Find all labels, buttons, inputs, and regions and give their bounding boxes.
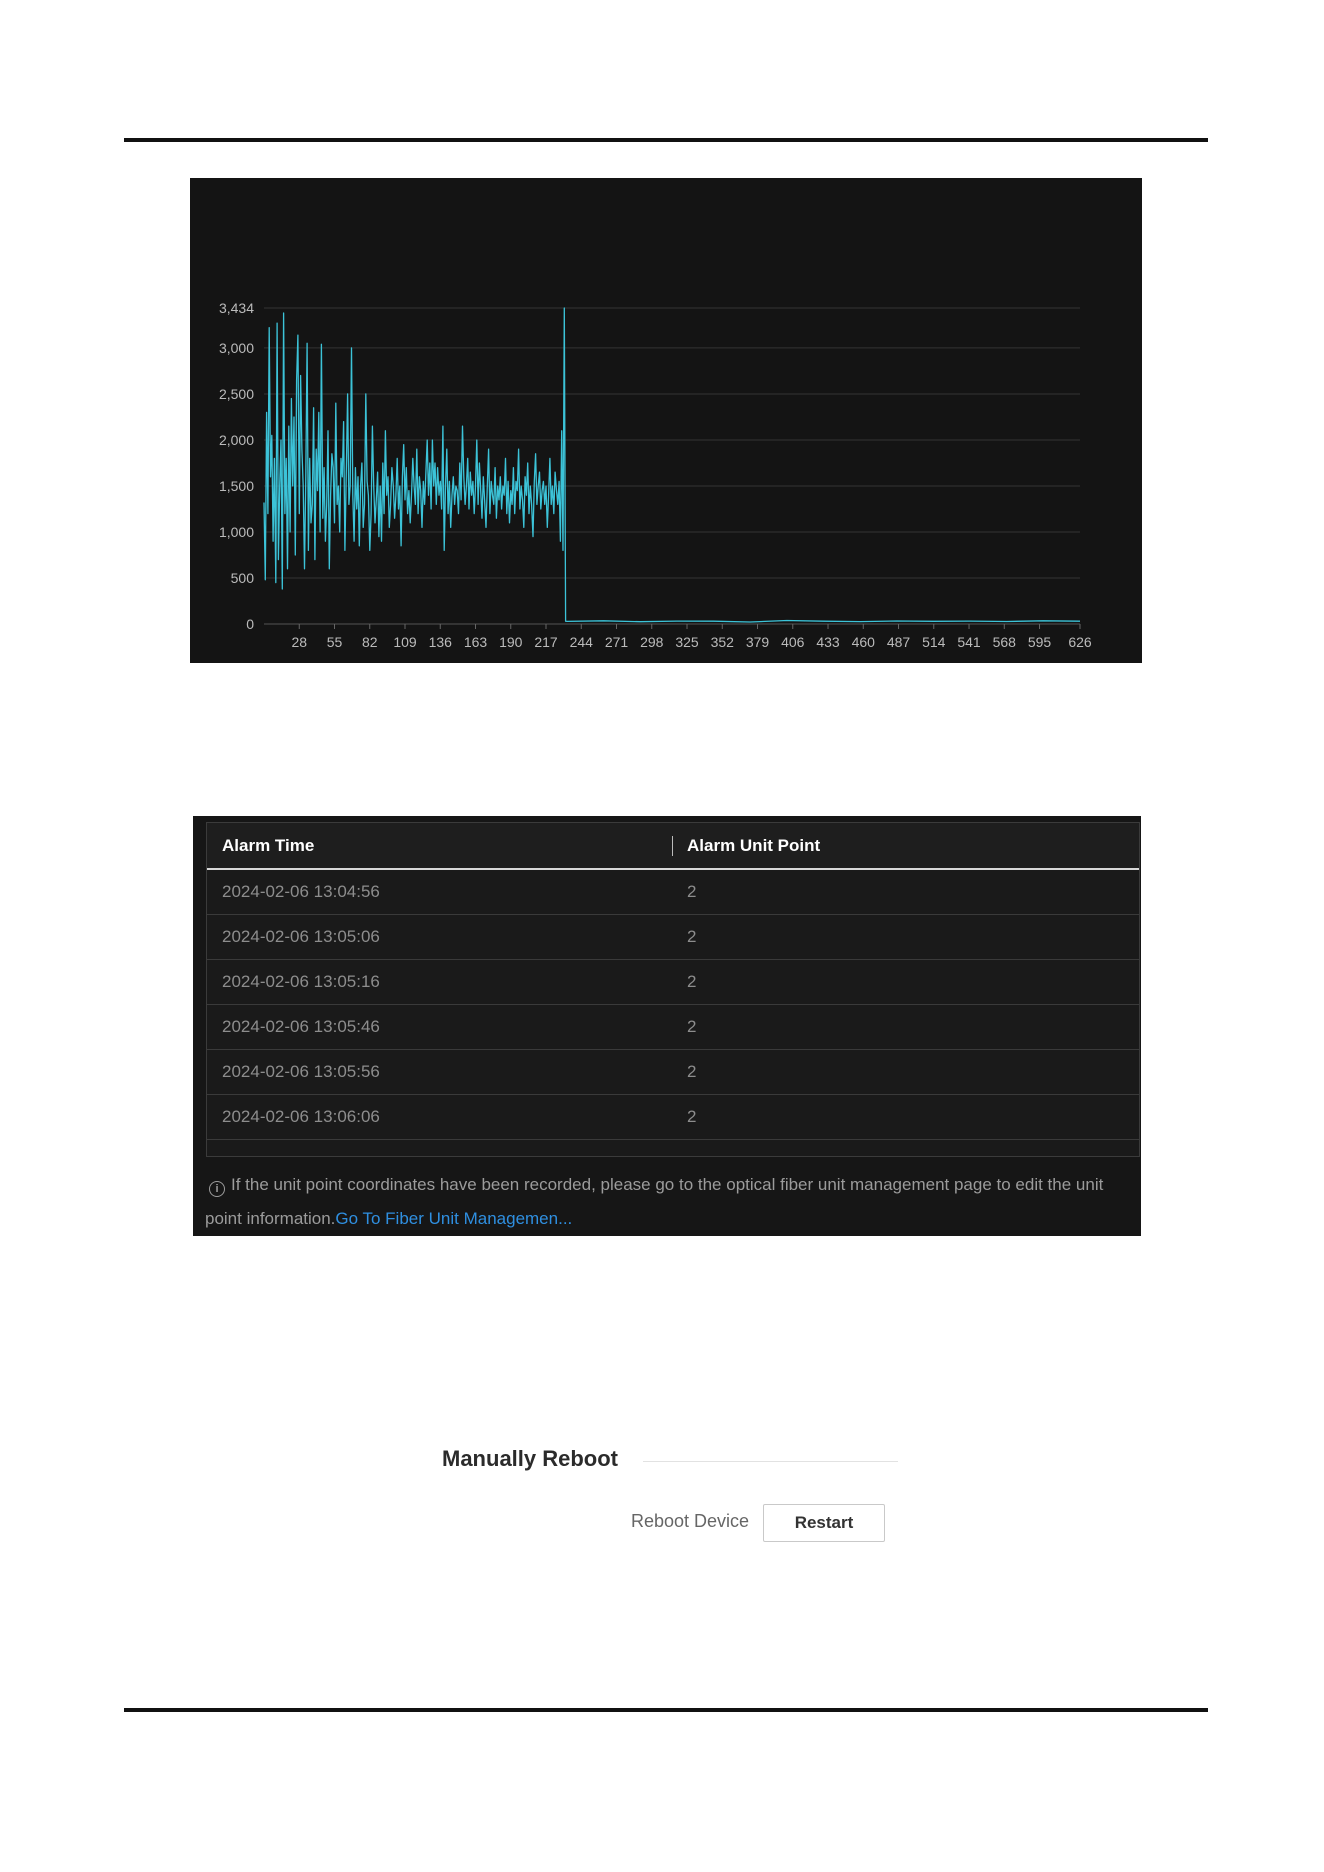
table-row[interactable] — [207, 1005, 1139, 1050]
x-tick-label: 325 — [675, 634, 699, 650]
table-row[interactable] — [207, 915, 1139, 960]
x-tick-label: 55 — [326, 634, 343, 650]
alarm-unit-point-cell: 2 — [687, 1107, 697, 1126]
x-tick-label: 541 — [957, 634, 981, 650]
fiber-unit-management-link[interactable]: Go To Fiber Unit Managemen... — [335, 1209, 573, 1228]
x-tick-label: 109 — [393, 634, 417, 650]
restart-button[interactable]: Restart — [763, 1504, 885, 1542]
alarm-time-cell: 2024-02-06 13:05:16 — [222, 972, 380, 991]
table-row[interactable] — [207, 1095, 1139, 1140]
alarm-unit-point-cell: 2 — [687, 882, 697, 901]
section-divider — [643, 1461, 898, 1462]
x-tick-label: 163 — [463, 634, 488, 650]
alarm-unit-point-cell: 2 — [687, 972, 697, 991]
header-rule — [124, 138, 1208, 142]
x-tick-label: 271 — [604, 634, 629, 650]
series-line — [264, 308, 1080, 622]
x-tick-label: 352 — [710, 634, 734, 650]
x-tick-label: 82 — [361, 634, 378, 650]
alarm-time-cell: 2024-02-06 13:04:56 — [222, 882, 380, 901]
y-tick-label: 2,000 — [218, 431, 254, 448]
y-tick-label: 1,500 — [218, 477, 254, 494]
alarm-time-cell: 2024-02-06 13:05:46 — [222, 1017, 380, 1036]
alarm-table-panel — [193, 816, 1141, 1236]
table-row-partial[interactable] — [207, 1140, 1139, 1157]
pulse-value-chart — [190, 178, 1142, 663]
info-note-text: If the unit point coordinates have been recorded, please go to the optical fiber unit management page to edit the unit point information. — [205, 1175, 1104, 1228]
table-header — [207, 823, 1139, 870]
column-header-alarm-time[interactable]: Alarm Time — [222, 836, 315, 855]
x-tick-label: 568 — [992, 634, 1016, 650]
alarm-unit-point-cell: 2 — [687, 1062, 697, 1081]
x-tick-label: 244 — [569, 634, 593, 650]
section-title-manually-reboot: Manually Reboot — [442, 1446, 619, 1471]
x-tick-label: 514 — [922, 634, 946, 650]
x-tick-label: 595 — [1027, 634, 1052, 650]
y-tick-label: 3,000 — [218, 339, 254, 356]
y-tick-label: 500 — [230, 569, 254, 586]
reboot-device-label: Reboot Device — [631, 1511, 750, 1531]
y-tick-label: 2,500 — [218, 385, 254, 402]
column-divider[interactable] — [672, 836, 673, 856]
alarm-unit-point-cell: 2 — [687, 927, 697, 946]
table-row[interactable] — [207, 870, 1139, 915]
x-tick-label: 626 — [1068, 634, 1092, 650]
y-tick-label: 3,434 — [218, 300, 254, 316]
footer-rule — [124, 1708, 1208, 1712]
y-axis-ticks — [219, 300, 254, 632]
alarm-time-cell: 2024-02-06 13:05:06 — [222, 927, 380, 946]
alarm-unit-point-cell: 2 — [687, 1017, 697, 1036]
x-tick-label: 487 — [886, 634, 911, 650]
table-row[interactable] — [207, 960, 1139, 1005]
x-tick-label: 28 — [291, 634, 308, 650]
x-axis-ticks — [291, 624, 1091, 650]
x-tick-label: 298 — [640, 634, 664, 650]
alarm-time-cell: 2024-02-06 13:06:06 — [222, 1107, 380, 1126]
column-header-alarm-unit-point[interactable]: Alarm Unit Point — [687, 836, 821, 855]
alarm-time-cell: 2024-02-06 13:05:56 — [222, 1062, 380, 1081]
x-tick-label: 217 — [534, 634, 558, 650]
x-tick-label: 406 — [781, 634, 805, 650]
info-icon: i — [209, 1181, 225, 1197]
y-tick-label: 0 — [246, 616, 254, 632]
series-layer — [264, 308, 1080, 622]
alarm-table — [206, 822, 1140, 1157]
x-tick-label: 379 — [745, 634, 770, 650]
chart-svg — [190, 178, 1142, 663]
table-row[interactable] — [207, 1050, 1139, 1095]
y-tick-label: 1,000 — [218, 523, 254, 540]
x-tick-label: 433 — [816, 634, 840, 650]
x-tick-label: 190 — [499, 634, 523, 650]
x-tick-label: 136 — [428, 634, 452, 650]
x-tick-label: 460 — [851, 634, 875, 650]
info-note — [205, 1168, 1135, 1236]
